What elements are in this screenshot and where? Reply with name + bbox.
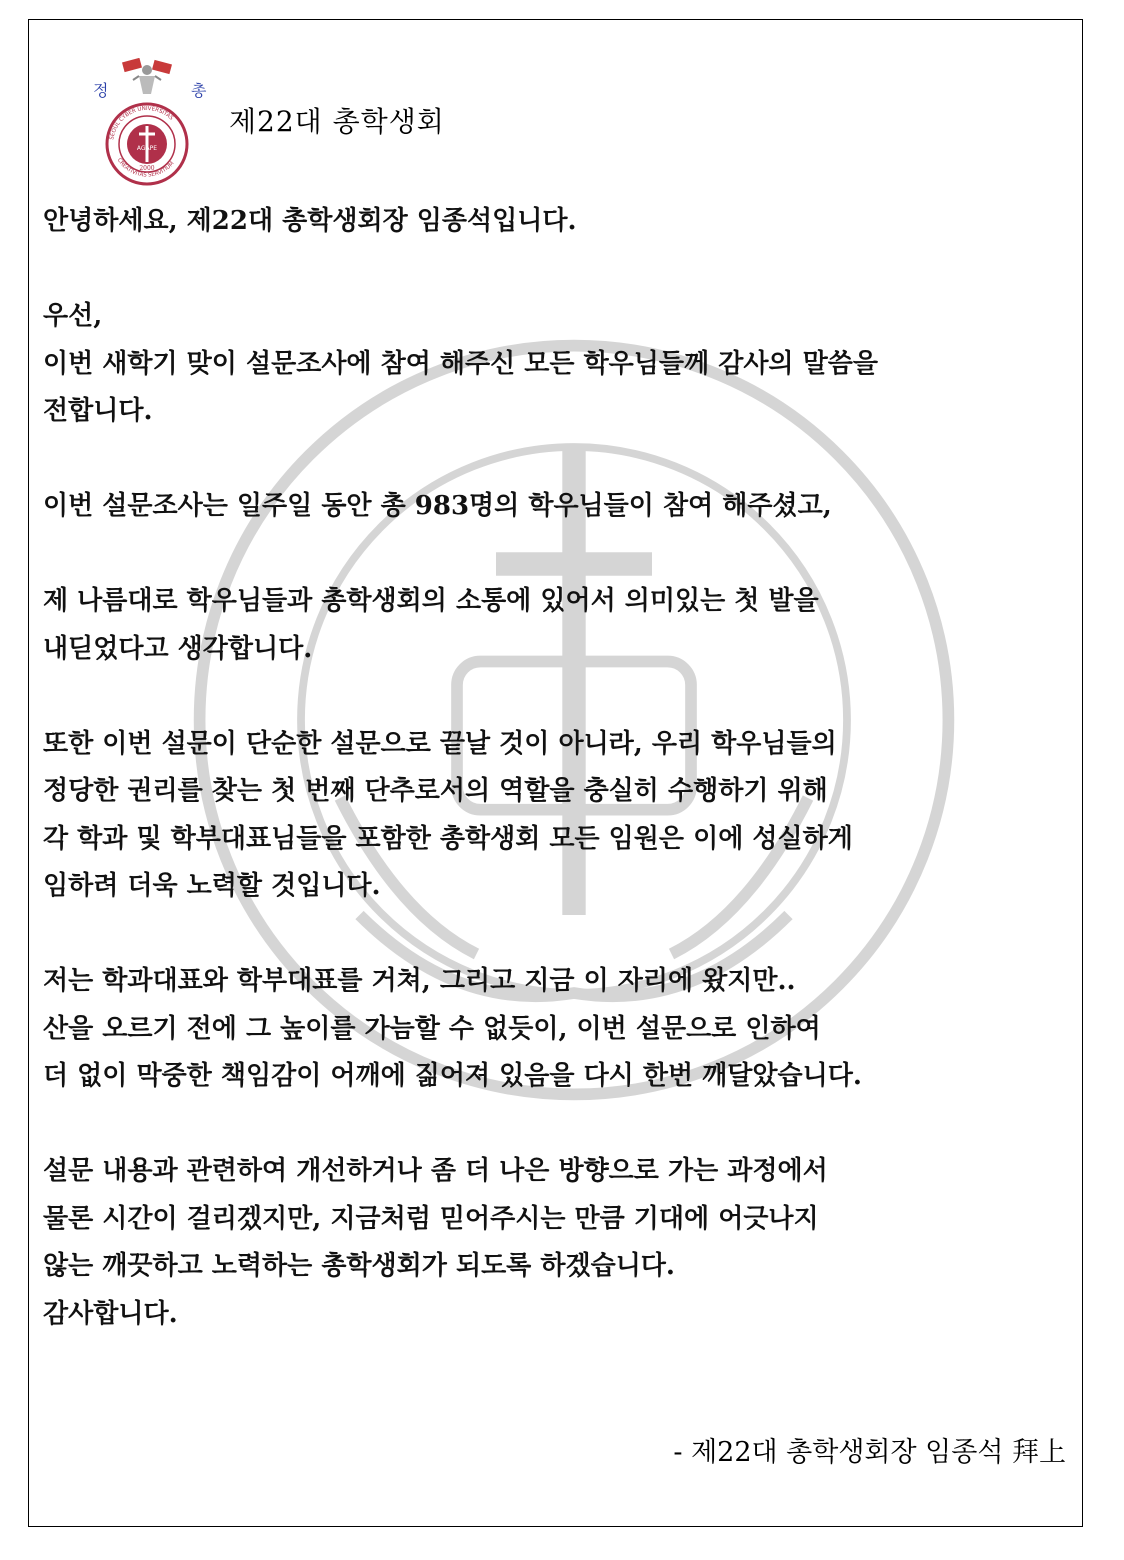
body-line: 정당한 권리를 찾는 첫 번째 단추로서의 역할을 충실히 수행하기 위해 <box>43 776 828 806</box>
body-line: 설문 내용과 관련하여 개선하거나 좀 더 나은 방향으로 가는 과정에서 <box>43 1156 828 1186</box>
body-line: 각 학과 및 학부대표님들을 포함한 총학생회 모든 임원은 이에 성실하게 <box>43 823 853 854</box>
blank-line <box>43 436 1073 484</box>
letter-page <box>28 19 1083 1527</box>
body-line: 저는 학과대표와 학부대표를 거쳐, 그리고 지금 이 자리에 왔지만.. <box>43 966 796 996</box>
body-line: 산을 오르기 전에 그 높이를 가늠할 수 없듯이, 이번 설문으로 인하여 <box>43 1013 821 1044</box>
body-line: 제 나름대로 학우님들과 총학생회의 소통에 있어서 의미있는 첫 발을 <box>43 586 819 616</box>
seal-ring-bottom: CREATIVITAS SERVITIUM <box>115 157 176 179</box>
seal-center-text: AGAPE <box>136 145 158 152</box>
blank-line <box>43 911 1073 959</box>
body-line: 이번 설문조사는 일주일 동안 총 983명의 학우님들이 참여 해주셨고, <box>43 491 832 521</box>
body-line: 감사합니다. <box>43 1298 178 1329</box>
signature: - 제22대 총학생회장 임종석 拜上 <box>673 1437 1066 1468</box>
blank-line <box>43 531 1073 579</box>
body-line: 안녕하세요, 제22대 총학생회장 임종석입니다. <box>43 206 577 236</box>
seal-year: 2000 <box>139 165 155 172</box>
body-line: 우선, <box>43 301 103 331</box>
letter-body <box>43 198 1073 1338</box>
organization-title: 제22대 총학생회 <box>229 105 445 138</box>
body-line: 내딛었다고 생각합니다. <box>43 633 313 664</box>
seal-ring-top: SEOUL CYBER UNIVERSITAS <box>109 105 175 141</box>
logo-glyph-right: 총 <box>191 81 207 100</box>
body-line: 또한 이번 설문이 단순한 설문으로 끝날 것이 아니라, 우리 학우님들의 <box>43 728 837 759</box>
body-line: 않는 깨끗하고 노력하는 총학생회가 되도록 하겠습니다. <box>43 1251 675 1281</box>
blank-line <box>43 1101 1073 1149</box>
body-line: 물론 시간이 걸리겠지만, 지금처럼 믿어주시는 만큼 기대에 어긋나지 <box>43 1203 819 1234</box>
blank-line <box>43 246 1073 294</box>
body-line: 임하려 더욱 노력할 것입니다. <box>43 871 381 901</box>
letter-header <box>71 58 491 188</box>
body-line: 전합니다. <box>43 396 153 426</box>
logo-glyph-left: 정 <box>93 81 109 100</box>
body-line: 이번 새학기 맞이 설문조사에 참여 해주신 모든 학우님들께 감사의 말씀을 <box>43 348 878 379</box>
body-line: 더 없이 막중한 책임감이 어깨에 짊어져 있음을 다시 한번 깨달았습니다. <box>43 1061 862 1091</box>
mascot-figure-icon <box>122 58 172 94</box>
blank-line <box>43 673 1073 721</box>
student-council-logo <box>71 58 211 188</box>
